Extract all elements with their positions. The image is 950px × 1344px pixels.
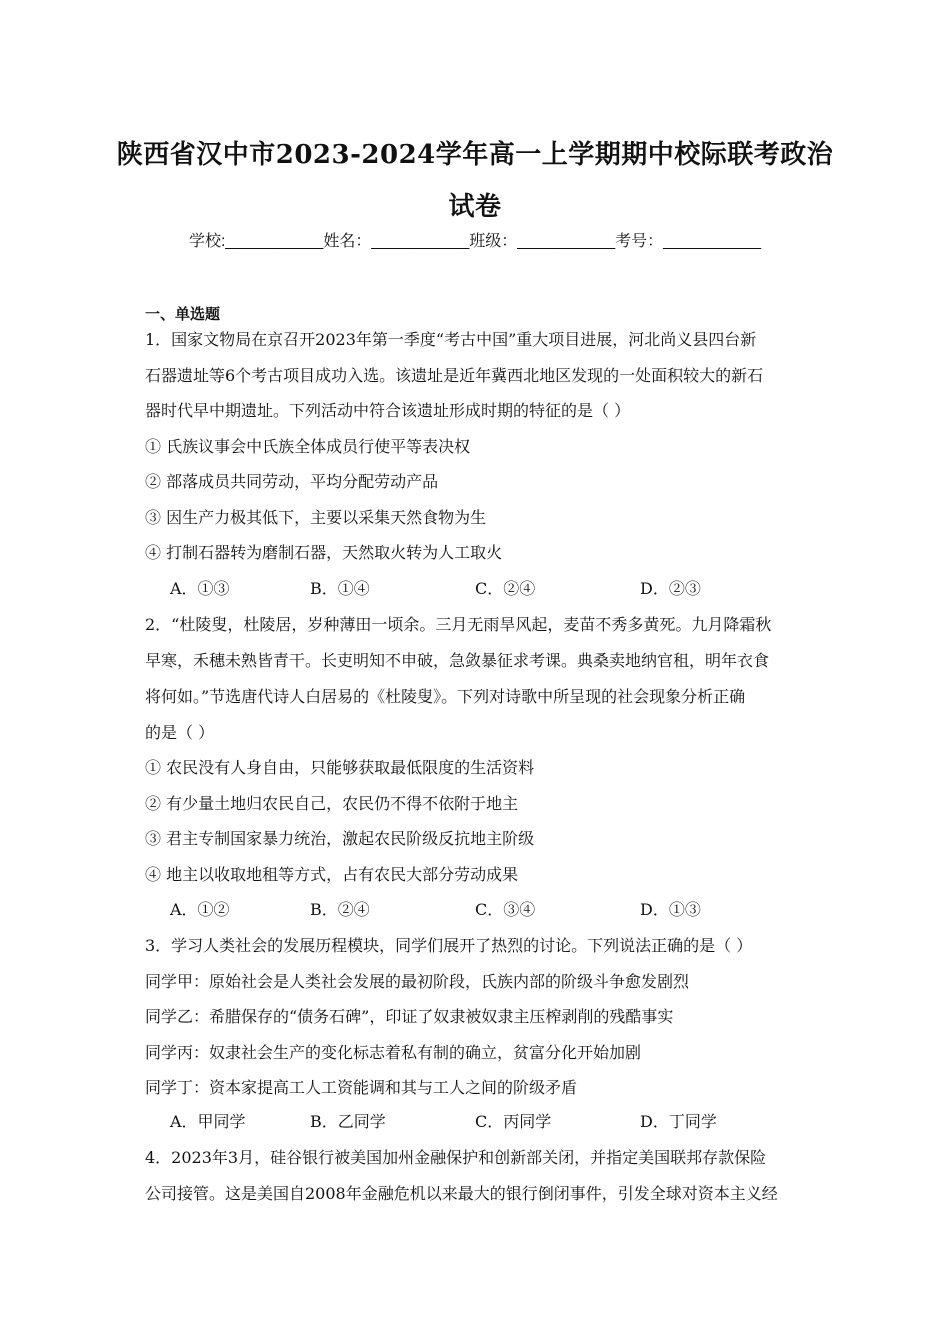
exam-title-continued: 试卷 xyxy=(448,192,502,222)
question-2-statement: ① 农民没有人身自由，只能够获取最低限度的生活资料 xyxy=(145,758,535,777)
question-2-line: 2．“杜陵叟，杜陵居，岁种薄田一顷余。三月无雨旱风起，麦苗不秀多黄死。九月降霜秋 xyxy=(145,615,772,634)
question-1-line: 石器遗址等6个考古项目成功入选。该遗址是近年冀西北地区发现的一处面积较大的新石 xyxy=(145,366,764,385)
question-3-statement: 同学丁：资本家提高工人工资能调和其与工人之间的阶级矛盾 xyxy=(145,1078,578,1097)
question-3-line: 3．学习人类社会的发展历程模块，同学们展开了热烈的讨论。下列说法正确的是（ ） xyxy=(145,936,753,955)
question-1-statement: ② 部落成员共同劳动，平均分配劳动产品 xyxy=(145,472,439,491)
option-d: D．②③ xyxy=(640,579,701,598)
option-a: A．甲同学 xyxy=(170,1112,246,1131)
option-c: C．③④ xyxy=(475,900,536,919)
option-b: B．乙同学 xyxy=(310,1112,386,1131)
question-3-statement: 同学丙：奴隶社会生产的变化标志着私有制的确立，贫富分化开始加剧 xyxy=(145,1043,642,1062)
option-c: C．②④ xyxy=(475,579,536,598)
question-2-statement: ④ 地主以收取地租等方式，占有农民大部分劳动成果 xyxy=(145,865,519,884)
question-2-statement: ② 有少量土地归农民自己，农民仍不得不依附于地主 xyxy=(145,794,519,813)
question-2-line: 早寒，禾穗未熟皆青干。长吏明知不申破，急敛暴征求考课。典桑卖地纳官租，明年衣食 xyxy=(145,651,770,670)
exam-title: 陕西省汉中市2023-2024学年高一上学期期中校际联考政治 xyxy=(116,140,834,170)
question-1-statement: ① 氏族议事会中氏族全体成员行使平等表决权 xyxy=(145,437,471,456)
question-4-line: 4．2023年3月，硅谷银行被美国加州金融保护和创新部关闭，并指定美国联邦存款保险 xyxy=(145,1148,767,1167)
option-c: C．丙同学 xyxy=(475,1112,552,1131)
question-2-line: 的是（ ） xyxy=(145,723,215,742)
question-3-statement: 同学乙：希腊保存的“债务石碑”，印证了奴隶被奴隶主压榨剥削的残酷事实 xyxy=(145,1007,674,1026)
option-a: A．①② xyxy=(170,900,230,919)
option-d: D．丁同学 xyxy=(640,1112,717,1131)
question-4-line: 公司接管。这是美国自2008年金融危机以来最大的银行倒闭事件，引发全球对资本主义经 xyxy=(145,1184,778,1203)
school-field: 学校:___________ xyxy=(188,233,324,250)
question-1-statement: ③ 因生产力极其低下，主要以采集天然食物为生 xyxy=(145,508,487,527)
question-1-line: 器时代早中期遗址。下列活动中符合该遗址形成时期的特征的是（ ） xyxy=(145,401,631,420)
section-heading: 一、单选题 xyxy=(145,306,221,323)
option-a: A．①③ xyxy=(170,579,230,598)
question-1-statement: ④ 打制石器转为磨制石器，天然取火转为人工取火 xyxy=(145,543,503,562)
question-1-line: 1．国家文物局在京召开2023年第一季度“考古中国”重大项目进展，河北尚义县四台新 xyxy=(145,330,757,349)
question-2-line: 将何如。”节选唐代诗人白居易的《杜陵叟》。下列对诗歌中所呈现的社会现象分析正确 xyxy=(145,687,746,706)
option-b: B．②④ xyxy=(310,900,370,919)
question-2-statement: ③ 君主专制国家暴力统治，激起农民阶级反抗地主阶级 xyxy=(145,829,535,848)
option-d: D．①③ xyxy=(640,900,701,919)
question-3-statement: 同学甲：原始社会是人类社会发展的最初阶段，氏族内部的阶级斗争愈发剧烈 xyxy=(145,972,690,991)
class-field: 班级：___________ xyxy=(469,233,616,250)
number-field: 考号：___________ xyxy=(615,233,761,250)
option-b: B．①④ xyxy=(310,579,370,598)
name-field: 姓名：___________ xyxy=(323,233,470,250)
student-info-fields xyxy=(0,228,950,251)
